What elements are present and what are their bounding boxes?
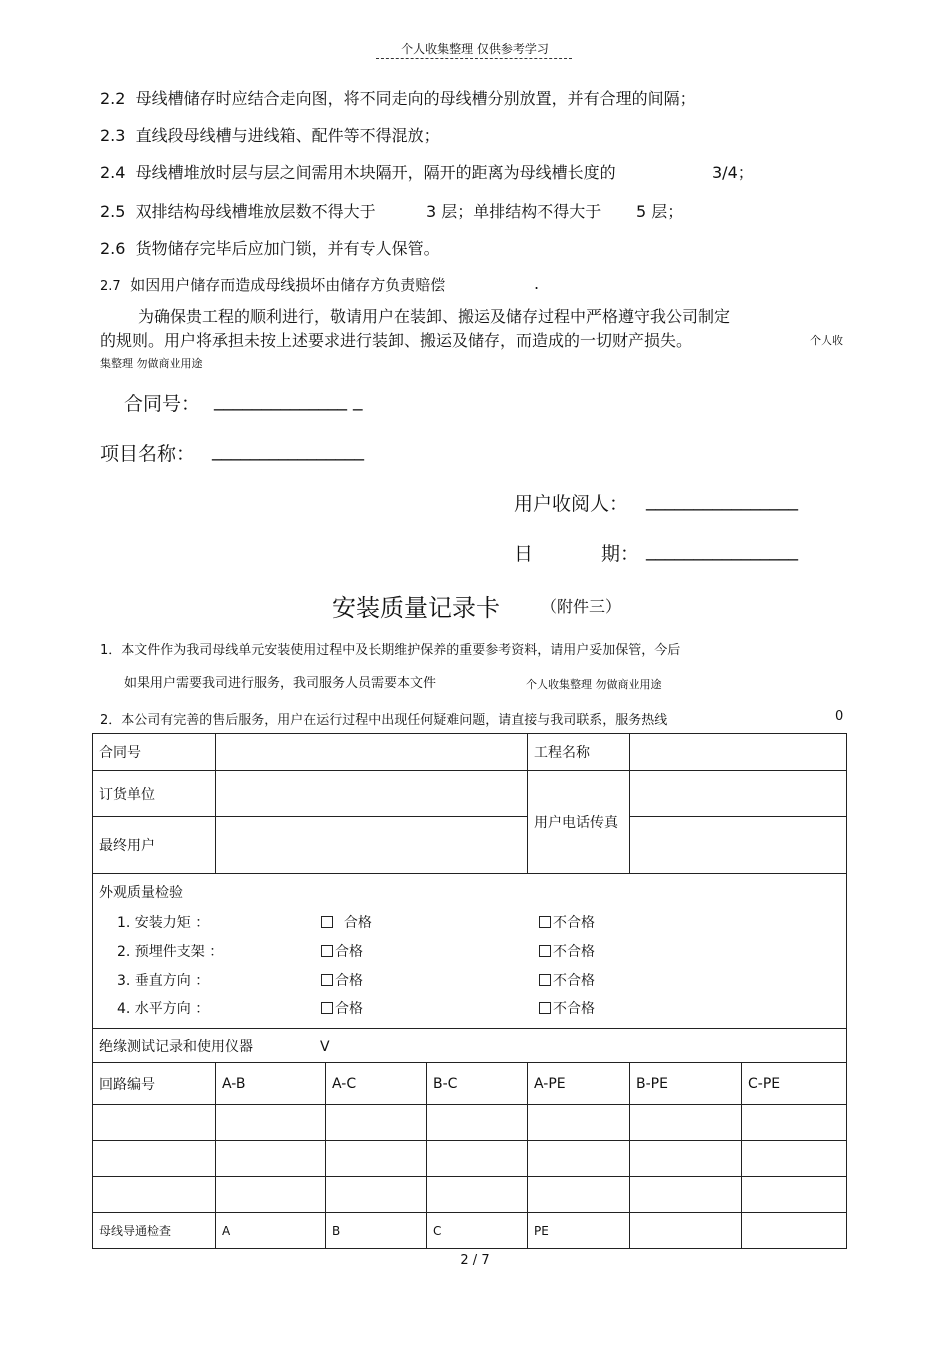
hotline-value: 0 — [835, 709, 844, 724]
item-number: 2.5 — [100, 202, 126, 221]
card-subtitle: （附件三） — [541, 597, 622, 616]
fail-checkbox[interactable] — [539, 912, 595, 932]
inspection-title: 外观质量检验 — [99, 885, 183, 901]
item-number: 2.2 — [100, 89, 126, 108]
item-2-5-mid1: 3 层；单排结构不得大于 — [426, 202, 602, 221]
project-label: 项目名称： — [100, 443, 196, 465]
table-cell[interactable] — [742, 1105, 847, 1141]
table-row — [93, 1105, 847, 1141]
user-phone-cell[interactable] — [630, 771, 847, 817]
header-cell: A-PE — [528, 1063, 630, 1105]
item-text: 母线槽储存时应结合走向图，将不同走向的母线槽分别放置，并有合理的间隔； — [135, 89, 696, 108]
item-number: 2.6 — [100, 239, 126, 258]
table-cell[interactable] — [630, 1105, 742, 1141]
checkbox-icon — [539, 1002, 551, 1014]
pass-checkbox[interactable] — [321, 941, 363, 961]
header-cell: A-C — [326, 1063, 427, 1105]
pass-label: 合格 — [335, 1001, 363, 1017]
insulation-label: 绝缘测试记录和使用仪器 — [99, 1038, 253, 1055]
table-row — [93, 1177, 847, 1213]
table-row — [93, 874, 847, 1029]
table-cell[interactable] — [93, 1141, 216, 1177]
watermark-note: 个人收 — [810, 334, 843, 347]
date-field[interactable]: ________________ — [646, 539, 798, 561]
note-1-continued: 如果用户需要我司进行服务，我司服务人员需要本文件 — [124, 676, 437, 691]
item-2-4-tail: 3/4； — [712, 163, 754, 182]
final-user-label: 最终用户 — [93, 817, 216, 874]
paragraph-line-2: 的规则。用户将承担未按上述要求进行装卸、搬运及储存，而造成的一切财产损失。 — [100, 331, 693, 350]
table-cell[interactable] — [630, 1177, 742, 1213]
checkbox-icon — [321, 945, 333, 957]
table-cell[interactable] — [742, 1141, 847, 1177]
continuity-cell[interactable] — [630, 1213, 742, 1249]
note-1: 1．本文件作为我司母线单元安装使用过程中及长期维护保养的重要参考资料，请用户妥加保管，今后 — [100, 643, 681, 658]
user-phone-fax-label: 用户电话传真 — [528, 771, 630, 874]
checkbox-icon — [321, 974, 333, 986]
item-2-5 — [100, 199, 376, 222]
page-header: 个人收集整理 仅供参考学习 — [401, 42, 549, 56]
contract-field[interactable]: ______________ _ — [214, 389, 363, 411]
inspection-label: 3. 垂直方向 ： — [117, 973, 210, 989]
header-cell: B-C — [427, 1063, 528, 1105]
table-cell[interactable] — [630, 1141, 742, 1177]
inspection-section — [93, 874, 847, 1029]
contract-label: 合同号： — [124, 393, 201, 415]
item-text: 双排结构母线槽堆放层数不得大于 — [135, 202, 376, 221]
continuity-cell[interactable] — [742, 1213, 847, 1249]
project-field[interactable]: ________________ — [212, 439, 364, 461]
date-label-part1: 日 — [514, 543, 534, 565]
table-row — [93, 817, 847, 874]
table-cell[interactable] — [528, 1105, 630, 1141]
insulation-unit: V — [320, 1038, 330, 1055]
table-row — [93, 1141, 847, 1177]
insulation-row — [93, 1029, 847, 1063]
item-number: 2.7 — [100, 279, 121, 294]
item-text: 母线槽堆放时层与层之间需用木块隔开，隔开的距离为母线槽长度的 — [135, 163, 616, 182]
table-cell[interactable] — [742, 1177, 847, 1213]
table-cell[interactable] — [528, 1141, 630, 1177]
watermark-note: 个人收集整理 勿做商业用途 — [526, 678, 662, 691]
table-cell[interactable] — [326, 1105, 427, 1141]
fail-label: 不合格 — [553, 944, 595, 960]
project-name-label: 工程名称 — [528, 734, 630, 771]
contract-no-label: 合同号 — [93, 734, 216, 771]
paragraph-line-1: 为确保贵工程的顺利进行，敬请用户在装卸、搬运及储存过程中严格遵守我公司制定 — [138, 307, 731, 326]
header-cell: B-PE — [630, 1063, 742, 1105]
inspection-label: 4. 水平方向 ： — [117, 1001, 210, 1017]
checkbox-icon — [539, 916, 551, 928]
item-2-7-tail: . — [534, 274, 540, 293]
checkbox-icon — [321, 1002, 333, 1014]
table-row — [93, 1029, 847, 1063]
table-cell[interactable] — [216, 1141, 326, 1177]
header-cell: 回路编号 — [93, 1063, 216, 1105]
item-text: 如因用户储存而造成母线损坏由储存方负责赔偿 — [130, 276, 446, 294]
fail-label: 不合格 — [553, 1001, 595, 1017]
fail-label: 不合格 — [553, 973, 595, 989]
final-user-cell[interactable] — [216, 817, 528, 874]
contract-no-cell[interactable] — [216, 734, 528, 771]
checkbox-icon — [321, 916, 333, 928]
checkbox-icon — [539, 974, 551, 986]
item-2-4 — [100, 160, 616, 183]
fail-checkbox[interactable] — [539, 941, 595, 961]
page-number: 2 / 7 — [460, 1253, 490, 1268]
item-2-6 — [100, 236, 440, 259]
header-divider — [376, 58, 572, 59]
table-row — [93, 734, 847, 771]
table-cell[interactable] — [326, 1177, 427, 1213]
table-cell[interactable] — [93, 1105, 216, 1141]
table-cell[interactable] — [528, 1177, 630, 1213]
card-title: 安装质量记录卡 — [332, 594, 500, 622]
continuity-cell[interactable]: C — [427, 1213, 528, 1249]
item-2-7 — [100, 274, 445, 295]
continuity-cell[interactable]: PE — [528, 1213, 630, 1249]
pass-label: 合格 — [335, 973, 363, 989]
table-row — [93, 1063, 847, 1105]
inspection-label: 2. 预埋件支架 ： — [117, 944, 224, 960]
pass-checkbox[interactable] — [321, 998, 363, 1018]
table-cell[interactable] — [216, 1105, 326, 1141]
item-number: 2.4 — [100, 163, 126, 182]
project-name-cell[interactable] — [630, 734, 847, 771]
table-cell[interactable] — [427, 1177, 528, 1213]
pass-checkbox[interactable] — [321, 970, 363, 990]
table-row — [93, 771, 847, 817]
pass-checkbox[interactable] — [321, 912, 372, 932]
date-label-part2: 期： — [601, 543, 640, 565]
receiver-label: 用户收阅人： — [514, 493, 629, 515]
item-number: 2.3 — [100, 126, 126, 145]
item-text: 直线段母线槽与进线箱、配件等不得混放； — [135, 126, 440, 145]
inspection-label: 1. 安装力矩 ： — [117, 915, 210, 931]
table-cell[interactable] — [427, 1105, 528, 1141]
continuity-cell[interactable]: B — [326, 1213, 427, 1249]
fail-checkbox[interactable] — [539, 970, 595, 990]
table-cell[interactable] — [93, 1177, 216, 1213]
watermark-note: 集整理 勿做商业用途 — [100, 357, 203, 370]
item-text: 货物储存完毕后应加门锁，并有专人保管。 — [135, 239, 440, 258]
item-2-2 — [100, 86, 696, 109]
user-fax-cell[interactable] — [630, 817, 847, 874]
item-2-5-mid2: 5 层； — [636, 202, 684, 221]
header-cell: C-PE — [742, 1063, 847, 1105]
pass-label: 合格 — [343, 915, 372, 931]
receiver-field[interactable]: ________________ — [646, 489, 798, 511]
note-2: 2．本公司有完善的售后服务，用户在运行过程中出现任何疑难问题，请直接与我司联系，服务热线 — [100, 713, 668, 728]
continuity-label: 母线导通检查 — [93, 1213, 216, 1249]
order-unit-cell[interactable] — [216, 771, 528, 817]
pass-label: 合格 — [335, 944, 363, 960]
table-cell[interactable] — [326, 1141, 427, 1177]
table-row — [93, 1213, 847, 1249]
fail-checkbox[interactable] — [539, 998, 595, 1018]
fail-label: 不合格 — [553, 915, 595, 931]
checkbox-icon — [539, 945, 551, 957]
table-cell[interactable] — [216, 1177, 326, 1213]
quality-record-table — [92, 733, 847, 1249]
order-unit-label: 订货单位 — [93, 771, 216, 817]
continuity-cell[interactable]: A — [216, 1213, 326, 1249]
table-cell[interactable] — [427, 1141, 528, 1177]
header-cell: A-B — [216, 1063, 326, 1105]
item-2-3 — [100, 123, 440, 146]
